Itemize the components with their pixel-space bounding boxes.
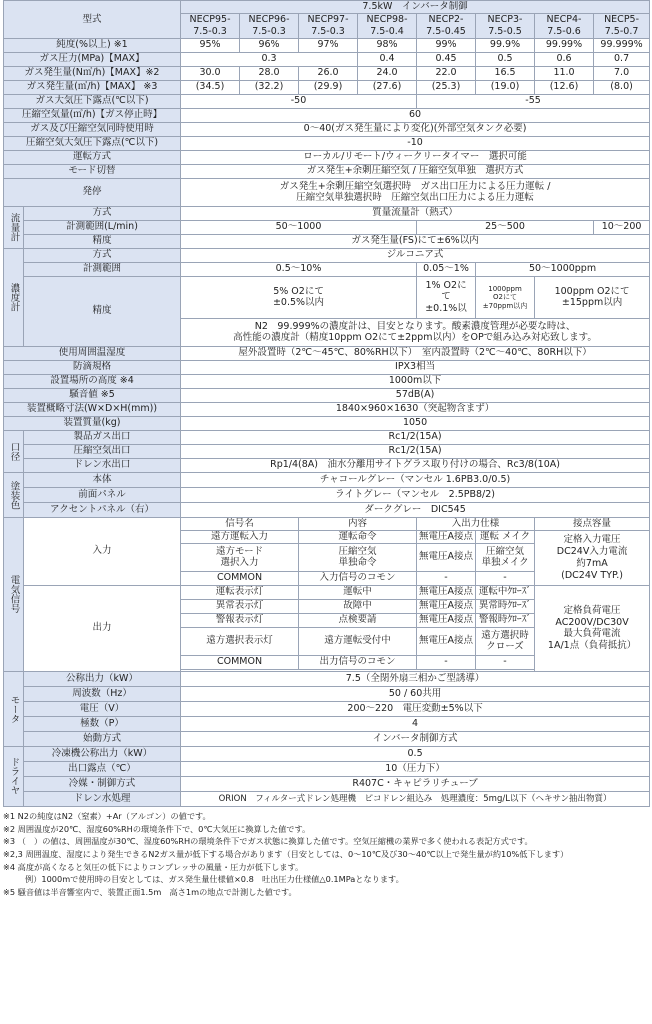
cell: 7.0 xyxy=(594,66,650,80)
signal-spec: 警報時ｸﾛｰｽﾞ xyxy=(476,613,535,627)
cell: 50 / 60共用 xyxy=(181,686,650,701)
group-concentration: 濃度計 xyxy=(4,248,24,346)
signal-spec: 無電圧A接点 xyxy=(417,585,476,599)
signal-input-label: 入力 xyxy=(24,517,181,585)
cell: 1050 xyxy=(181,416,650,430)
row-label: 装置概略寸法(W×D×H(mm)) xyxy=(4,402,181,416)
row-label: 冷媒・制御方式 xyxy=(24,776,181,791)
footnote: ※1 N2の純度はN2（窒素）+Ar（アルゴン）の値です。 xyxy=(3,810,211,821)
row-label: ドレン水処理 xyxy=(24,791,181,806)
row-label: 防滴規格 xyxy=(4,360,181,374)
group-paint: 塗装色 xyxy=(4,472,24,517)
cell: 4 xyxy=(181,716,650,731)
cell: 95% xyxy=(181,38,240,52)
signal-spec: 無電圧A接点 xyxy=(417,530,476,543)
row-label: ガス発生量(N㎥/h)【MAX】※2 xyxy=(4,66,181,80)
signal-content: 運転命令 xyxy=(299,530,417,543)
footnote: ※4 高度が高くなると気圧の低下によりコンプレッサの風量・圧力が低下します。 xyxy=(3,861,304,872)
cell: 0.7 xyxy=(594,52,650,66)
model-label: 型式 xyxy=(4,1,181,39)
row-label: 方式 xyxy=(24,248,181,262)
cell: ローカル/リモート/ウィークリータイマー 選択可能 xyxy=(181,150,650,164)
cell: 98% xyxy=(358,38,417,52)
cell: ガス発生+余剰圧縮空気選択時 ガス出口圧力による圧力運転 / 圧縮空気単独選択時 圧縮空気出口圧力による圧力運転 xyxy=(181,178,650,206)
row-label: 極数（P） xyxy=(24,716,181,731)
cell: 1000m以下 xyxy=(181,374,650,388)
cell: 100ppm O2にて ±15ppm以内 xyxy=(535,276,650,318)
footnote: ※2,3 周囲温度、湿度により発生できるN2ガス量が低下する場合があります（目安としては、0～10℃及び30～40℃以上で発生量が約10%低下します） xyxy=(3,848,569,859)
cell: (12.6) xyxy=(535,80,594,94)
cell: 16.5 xyxy=(476,66,535,80)
row-label: アクセントパネル（右） xyxy=(24,502,181,517)
signal-content: 入力信号のコモン xyxy=(299,571,417,585)
signal-content: 出力信号のコモン xyxy=(299,655,417,669)
cell: 50～1000ppm xyxy=(476,262,650,276)
cell: 200～220 電圧変動±5%以下 xyxy=(181,701,650,716)
cell: IPX3相当 xyxy=(181,360,650,374)
cell: 0.5 xyxy=(181,746,650,761)
signal-name: COMMON xyxy=(181,655,299,669)
signal-spec: 無電圧A接点 xyxy=(417,543,476,571)
spec-table xyxy=(3,0,650,807)
cell: (29.9) xyxy=(299,80,358,94)
row-label: 公称出力（kW） xyxy=(24,671,181,686)
group-motor: モータ xyxy=(4,671,24,746)
cell: 28.0 xyxy=(240,66,299,80)
cell: (8.0) xyxy=(594,80,650,94)
row-label: ドレン水出口 xyxy=(24,458,181,472)
row-label: 圧縮空気出口 xyxy=(24,444,181,458)
cell: 99% xyxy=(417,38,476,52)
cell: 0.4 xyxy=(358,52,417,66)
cell: 0.3 xyxy=(181,52,358,66)
row-label: 前面パネル xyxy=(24,487,181,502)
cell: 0.5～10% xyxy=(181,262,417,276)
cell: 0.5 xyxy=(476,52,535,66)
signal-content: 点検要請 xyxy=(299,613,417,627)
row-label: 運転方式 xyxy=(4,150,181,164)
cell: 50～1000 xyxy=(181,220,417,234)
row-label: 出口露点（℃） xyxy=(24,761,181,776)
cell: -55 xyxy=(417,94,650,108)
cell: (19.0) xyxy=(476,80,535,94)
group-ports: 口径 xyxy=(4,430,24,472)
row-label: 圧縮空気量(㎥/h)【ガス停止時】 xyxy=(4,108,181,122)
signal-content: 圧縮空気 単独命令 xyxy=(299,543,417,571)
signal-name: 異常表示灯 xyxy=(181,599,299,613)
signal-name: 運転表示灯 xyxy=(181,585,299,599)
cell: ダークグレー DIC545 xyxy=(181,502,650,517)
row-label: 発停 xyxy=(4,178,181,206)
row-label: 精度 xyxy=(24,276,181,346)
cell: 60 xyxy=(181,108,650,122)
signal-name: COMMON xyxy=(181,571,299,585)
cell: ライトグレー（マンセル 2.5PB8/2) xyxy=(181,487,650,502)
footnote: ※2 周囲温度が20℃、湿度60%RHの環境条件下で、0℃大気圧に換算した値です。 xyxy=(3,823,311,834)
model-cell: NECP97- 7.5-0.3 xyxy=(299,13,358,38)
row-label: ガス圧力(MPa)【MAX】 xyxy=(4,52,181,66)
signal-header: 内容 xyxy=(299,517,417,530)
row-label: ガス及び圧縮空気同時使用時 xyxy=(4,122,181,136)
signal-spec: 運転 メイク xyxy=(476,530,535,543)
signal-spec: 圧縮空気 単独メイク xyxy=(476,543,535,571)
cell: 質量流量計（熱式） xyxy=(181,206,650,220)
cell: 1000ppm O2にて ±70ppm以内 xyxy=(476,276,535,318)
row-label: 方式 xyxy=(24,206,181,220)
row-label: 圧縮空気大気圧下露点(℃以下) xyxy=(4,136,181,150)
cell: 57dB(A) xyxy=(181,388,650,402)
row-label: 計測範囲 xyxy=(24,262,181,276)
footnote: ※5 騒音値は半音響室内で、装置正面1.5m 高さ1mの地点で計測した値です。 xyxy=(3,887,297,898)
cell: 97% xyxy=(299,38,358,52)
row-label: モード切替 xyxy=(4,164,181,178)
cell: 99.999% xyxy=(594,38,650,52)
signal-spec: 無電圧A接点 xyxy=(417,627,476,655)
cell: 99.99% xyxy=(535,38,594,52)
input-capacity: 定格入力電圧 DC24V入力電流 約7mA (DC24V TYP.) xyxy=(535,530,650,585)
row-label: 製品ガス出口 xyxy=(24,430,181,444)
cell: (34.5) xyxy=(181,80,240,94)
cell: (32.2) xyxy=(240,80,299,94)
row-label: ガス大気圧下露点(℃以下) xyxy=(4,94,181,108)
cell: ガス発生+余剰圧縮空気 / 圧縮空気単独 選択方式 xyxy=(181,164,650,178)
signal-name: 遠方運転入力 xyxy=(181,530,299,543)
signal-spec: 運転中ｸﾛｰｽﾞ xyxy=(476,585,535,599)
row-label: 騒音値 ※5 xyxy=(4,388,181,402)
cell: ジルコニア式 xyxy=(181,248,650,262)
signal-name: 遠方選択表示灯 xyxy=(181,627,299,655)
cell: 1840×960×1630（突起物含まず） xyxy=(181,402,650,416)
cell: 10（圧力下） xyxy=(181,761,650,776)
cell: 99.9% xyxy=(476,38,535,52)
signal-spec: - xyxy=(476,655,535,669)
row-label: 本体 xyxy=(24,472,181,487)
cell: R407C・キャピラリチューブ xyxy=(181,776,650,791)
group-dryer: ドライヤ xyxy=(4,746,24,806)
signal-spec: 無電圧A接点 xyxy=(417,613,476,627)
cell: Rc1/2(15A) xyxy=(181,444,650,458)
signal-header: 接点容量 xyxy=(535,517,650,530)
model-cell: NECP3- 7.5-0.5 xyxy=(476,13,535,38)
cell: ガス発生量(FS)にて±6%以内 xyxy=(181,234,650,248)
cell: 0.45 xyxy=(417,52,476,66)
footnote: ※3 （ ）の値は、周囲温度が30℃、湿度60%RHの環境条件下でガス状態に換算した値です。空気圧縮機の業界で多く使われる表記方式です。 xyxy=(3,836,533,847)
model-cell: NECP98- 7.5-0.4 xyxy=(358,13,417,38)
cell: チャコールグレー（マンセル 1.6PB3.0/0.5) xyxy=(181,472,650,487)
cell: 26.0 xyxy=(299,66,358,80)
signal-spec: - xyxy=(417,571,476,585)
cell: ORION フィルター式ドレン処理機 ピコドレン組込み 処理濃度：5mg/L以下（ヘキサン抽出物質） xyxy=(181,791,650,806)
row-label: 装置質量(kg) xyxy=(4,416,181,430)
cell: Rp1/4(8A) 油水分離用サイトグラス取り付けの場合、Rc3/8(10A) xyxy=(181,458,650,472)
row-label: 始動方式 xyxy=(24,731,181,746)
group-signals: 電気信号 xyxy=(4,517,24,671)
signal-spec: 遠方選択時 クローズ xyxy=(476,627,535,655)
cell: 屋外設置時（2℃～45℃、80%RH以下） 室内設置時（2℃～40℃、80RH以下） xyxy=(181,346,650,360)
signal-content: 運転中 xyxy=(299,585,417,599)
cell: 5% O2にて ±0.5%以内 xyxy=(181,276,417,318)
row-label: 設置場所の高度 ※4 xyxy=(4,374,181,388)
model-cell: NECP95- 7.5-0.3 xyxy=(181,13,240,38)
cell: 30.0 xyxy=(181,66,240,80)
spec-sheet xyxy=(3,0,649,899)
cell: 22.0 xyxy=(417,66,476,80)
row-label: 純度(%以上) ※1 xyxy=(4,38,181,52)
row-label: 電圧（V） xyxy=(24,701,181,716)
model-cell: NECP4- 7.5-0.6 xyxy=(535,13,594,38)
signal-spec: - xyxy=(476,571,535,585)
signal-content: 故障中 xyxy=(299,599,417,613)
group-title: 7.5kW インバータ制御 xyxy=(181,1,650,14)
cell: 25～500 xyxy=(417,220,594,234)
signal-name: 警報表示灯 xyxy=(181,613,299,627)
signal-spec: - xyxy=(417,655,476,669)
cell: 0.05～1% xyxy=(417,262,476,276)
cell: 10～200 xyxy=(594,220,650,234)
cell: 24.0 xyxy=(358,66,417,80)
signal-output-label: 出力 xyxy=(24,585,181,671)
cell: Rc1/2(15A) xyxy=(181,430,650,444)
signal-header: 入出力仕様 xyxy=(417,517,535,530)
cell: N2 99.999%の濃度計は、目安となります。酸素濃度管理が必要な時は、 高性能の濃度計（精度10ppm O2にて±2ppm以内）をOPで組み込み対応致します。 xyxy=(181,318,650,346)
signal-spec: 異常時ｸﾛｰｽﾞ xyxy=(476,599,535,613)
row-label: 使用周囲温湿度 xyxy=(4,346,181,360)
signal-content: 遠方運転受付中 xyxy=(299,627,417,655)
model-cell: NECP5- 7.5-0.7 xyxy=(594,13,650,38)
cell: 1% O2に て ±0.1%以 xyxy=(417,276,476,318)
cell: 7.5（全閉外扇三相かご型誘導） xyxy=(181,671,650,686)
signal-spec: 無電圧A接点 xyxy=(417,599,476,613)
cell: 11.0 xyxy=(535,66,594,80)
cell: -50 xyxy=(181,94,417,108)
cell: インバータ制御方式 xyxy=(181,731,650,746)
row-label: 精度 xyxy=(24,234,181,248)
cell: 96% xyxy=(240,38,299,52)
signal-name: 遠方モード 選択入力 xyxy=(181,543,299,571)
model-cell: NECP2- 7.5-0.45 xyxy=(417,13,476,38)
output-capacity: 定格負荷電圧 AC200V/DC30V 最大負荷電流 1A/1点（負荷抵抗） xyxy=(535,585,650,671)
cell: (27.6) xyxy=(358,80,417,94)
cell: 0.6 xyxy=(535,52,594,66)
footnotes xyxy=(3,810,649,899)
model-cell: NECP96- 7.5-0.3 xyxy=(240,13,299,38)
cell: 0～40(ガス発生量により変化)(外部空気タンク必要) xyxy=(181,122,650,136)
cell: (25.3) xyxy=(417,80,476,94)
row-label: 周波数（Hz） xyxy=(24,686,181,701)
signal-header: 信号名 xyxy=(181,517,299,530)
row-label: 計測範囲(L/min) xyxy=(24,220,181,234)
row-label: 冷凍機公称出力（kW） xyxy=(24,746,181,761)
row-label: ガス発生量(㎥/h)【MAX】 ※3 xyxy=(4,80,181,94)
cell: -10 xyxy=(181,136,650,150)
footnote: 例）1000mで使用時の目安としては、ガス発生量仕様値×0.8 吐出圧力仕様値△0.1MPaとなります。 xyxy=(25,874,404,885)
group-flowmeter: 流量計 xyxy=(4,206,24,248)
